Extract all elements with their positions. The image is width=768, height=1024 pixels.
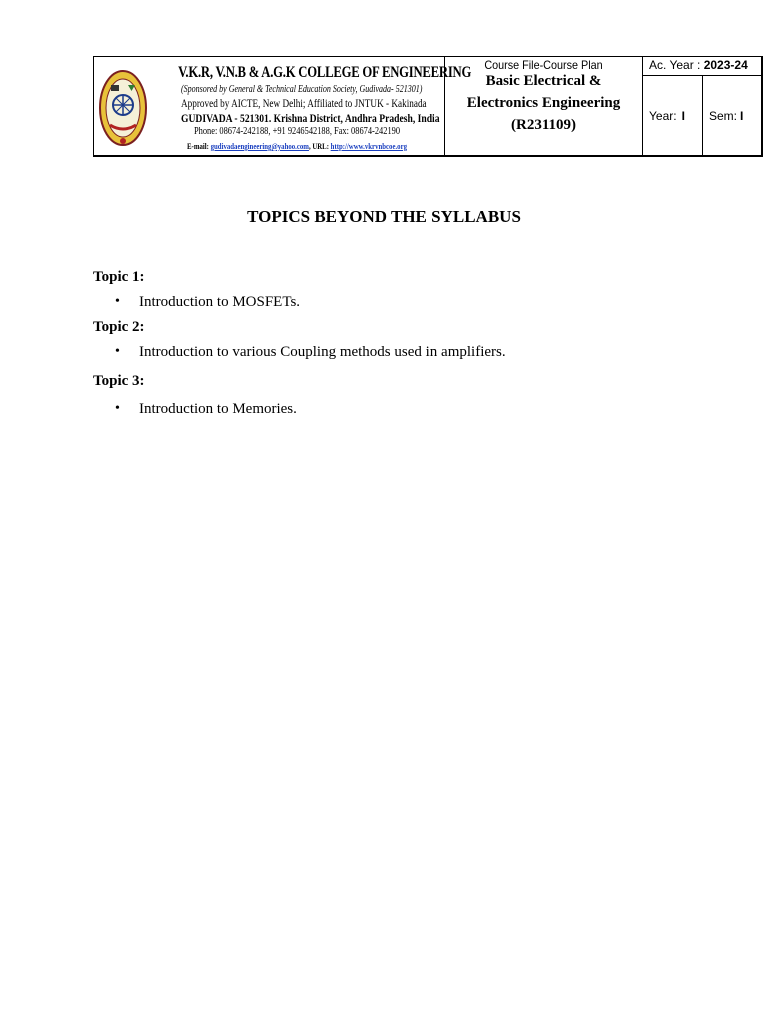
college-sponsor: (Sponsored by General & Technical Education Society, Gudivada- 521301) — [181, 84, 423, 95]
topic-heading: Topic 1: — [93, 269, 145, 285]
college-name: V.K.R, V.N.B & A.G.K COLLEGE OF ENGINEERING — [178, 64, 472, 81]
semester-value: I — [740, 108, 744, 123]
course-name-line2: Electronics Engineering — [466, 95, 621, 111]
topic-item-text: Introduction to Memories. — [139, 401, 297, 417]
course-header-table — [93, 56, 763, 157]
semester-label: Sem: — [709, 108, 738, 123]
topic-list-item — [115, 401, 297, 418]
page-title: TOPICS BEYOND THE SYLLABUS — [247, 207, 521, 226]
academic-year-value: 2023-24 — [703, 58, 748, 72]
college-contact — [181, 139, 413, 153]
email-label: E-mail: — [187, 141, 209, 151]
topic-list-item — [115, 344, 506, 361]
topic-heading: Topic 2: — [93, 319, 145, 335]
bullet-icon: • — [115, 294, 120, 309]
year-cell — [643, 76, 703, 155]
year-label: Year: — [649, 108, 677, 123]
year-value: I — [681, 108, 685, 123]
college-phone: Phone: 08674-242188, +91 9246542188, Fax: 08674-242190 — [193, 126, 401, 137]
email-link[interactable]: gudivadaengineering@yahoo.com — [210, 141, 309, 151]
academic-year — [643, 57, 761, 76]
academic-year-label: Ac. Year : — [649, 58, 704, 72]
course-plan-cell — [445, 57, 643, 155]
bullet-icon: • — [115, 344, 120, 359]
course-meta-cell — [643, 57, 761, 155]
course-plan-label: Course File-Course Plan — [484, 58, 603, 72]
website-link[interactable]: http://www.vkrvnbcoe.org — [330, 141, 407, 151]
topic-heading: Topic 3: — [93, 373, 145, 389]
url-label: , URL: — [308, 141, 329, 151]
course-name-line1: Basic Electrical & — [485, 73, 602, 89]
college-info — [152, 63, 472, 153]
semester-cell — [703, 76, 761, 155]
bullet-icon: • — [115, 401, 120, 416]
college-logo-cell — [94, 57, 472, 155]
topic-item-text: Introduction to various Coupling methods used in amplifiers. — [139, 344, 506, 360]
course-code: (R231109) — [511, 117, 576, 133]
topic-item-text: Introduction to MOSFETs. — [139, 294, 301, 310]
college-seal-icon — [98, 65, 148, 151]
college-address: GUDIVADA - 521301. Krishna District, Andhra Pradesh, India — [181, 111, 440, 125]
college-approval: Approved by AICTE, New Delhi; Affiliated to JNTUK - Kakinada — [181, 98, 427, 110]
topic-list-item — [115, 294, 300, 311]
